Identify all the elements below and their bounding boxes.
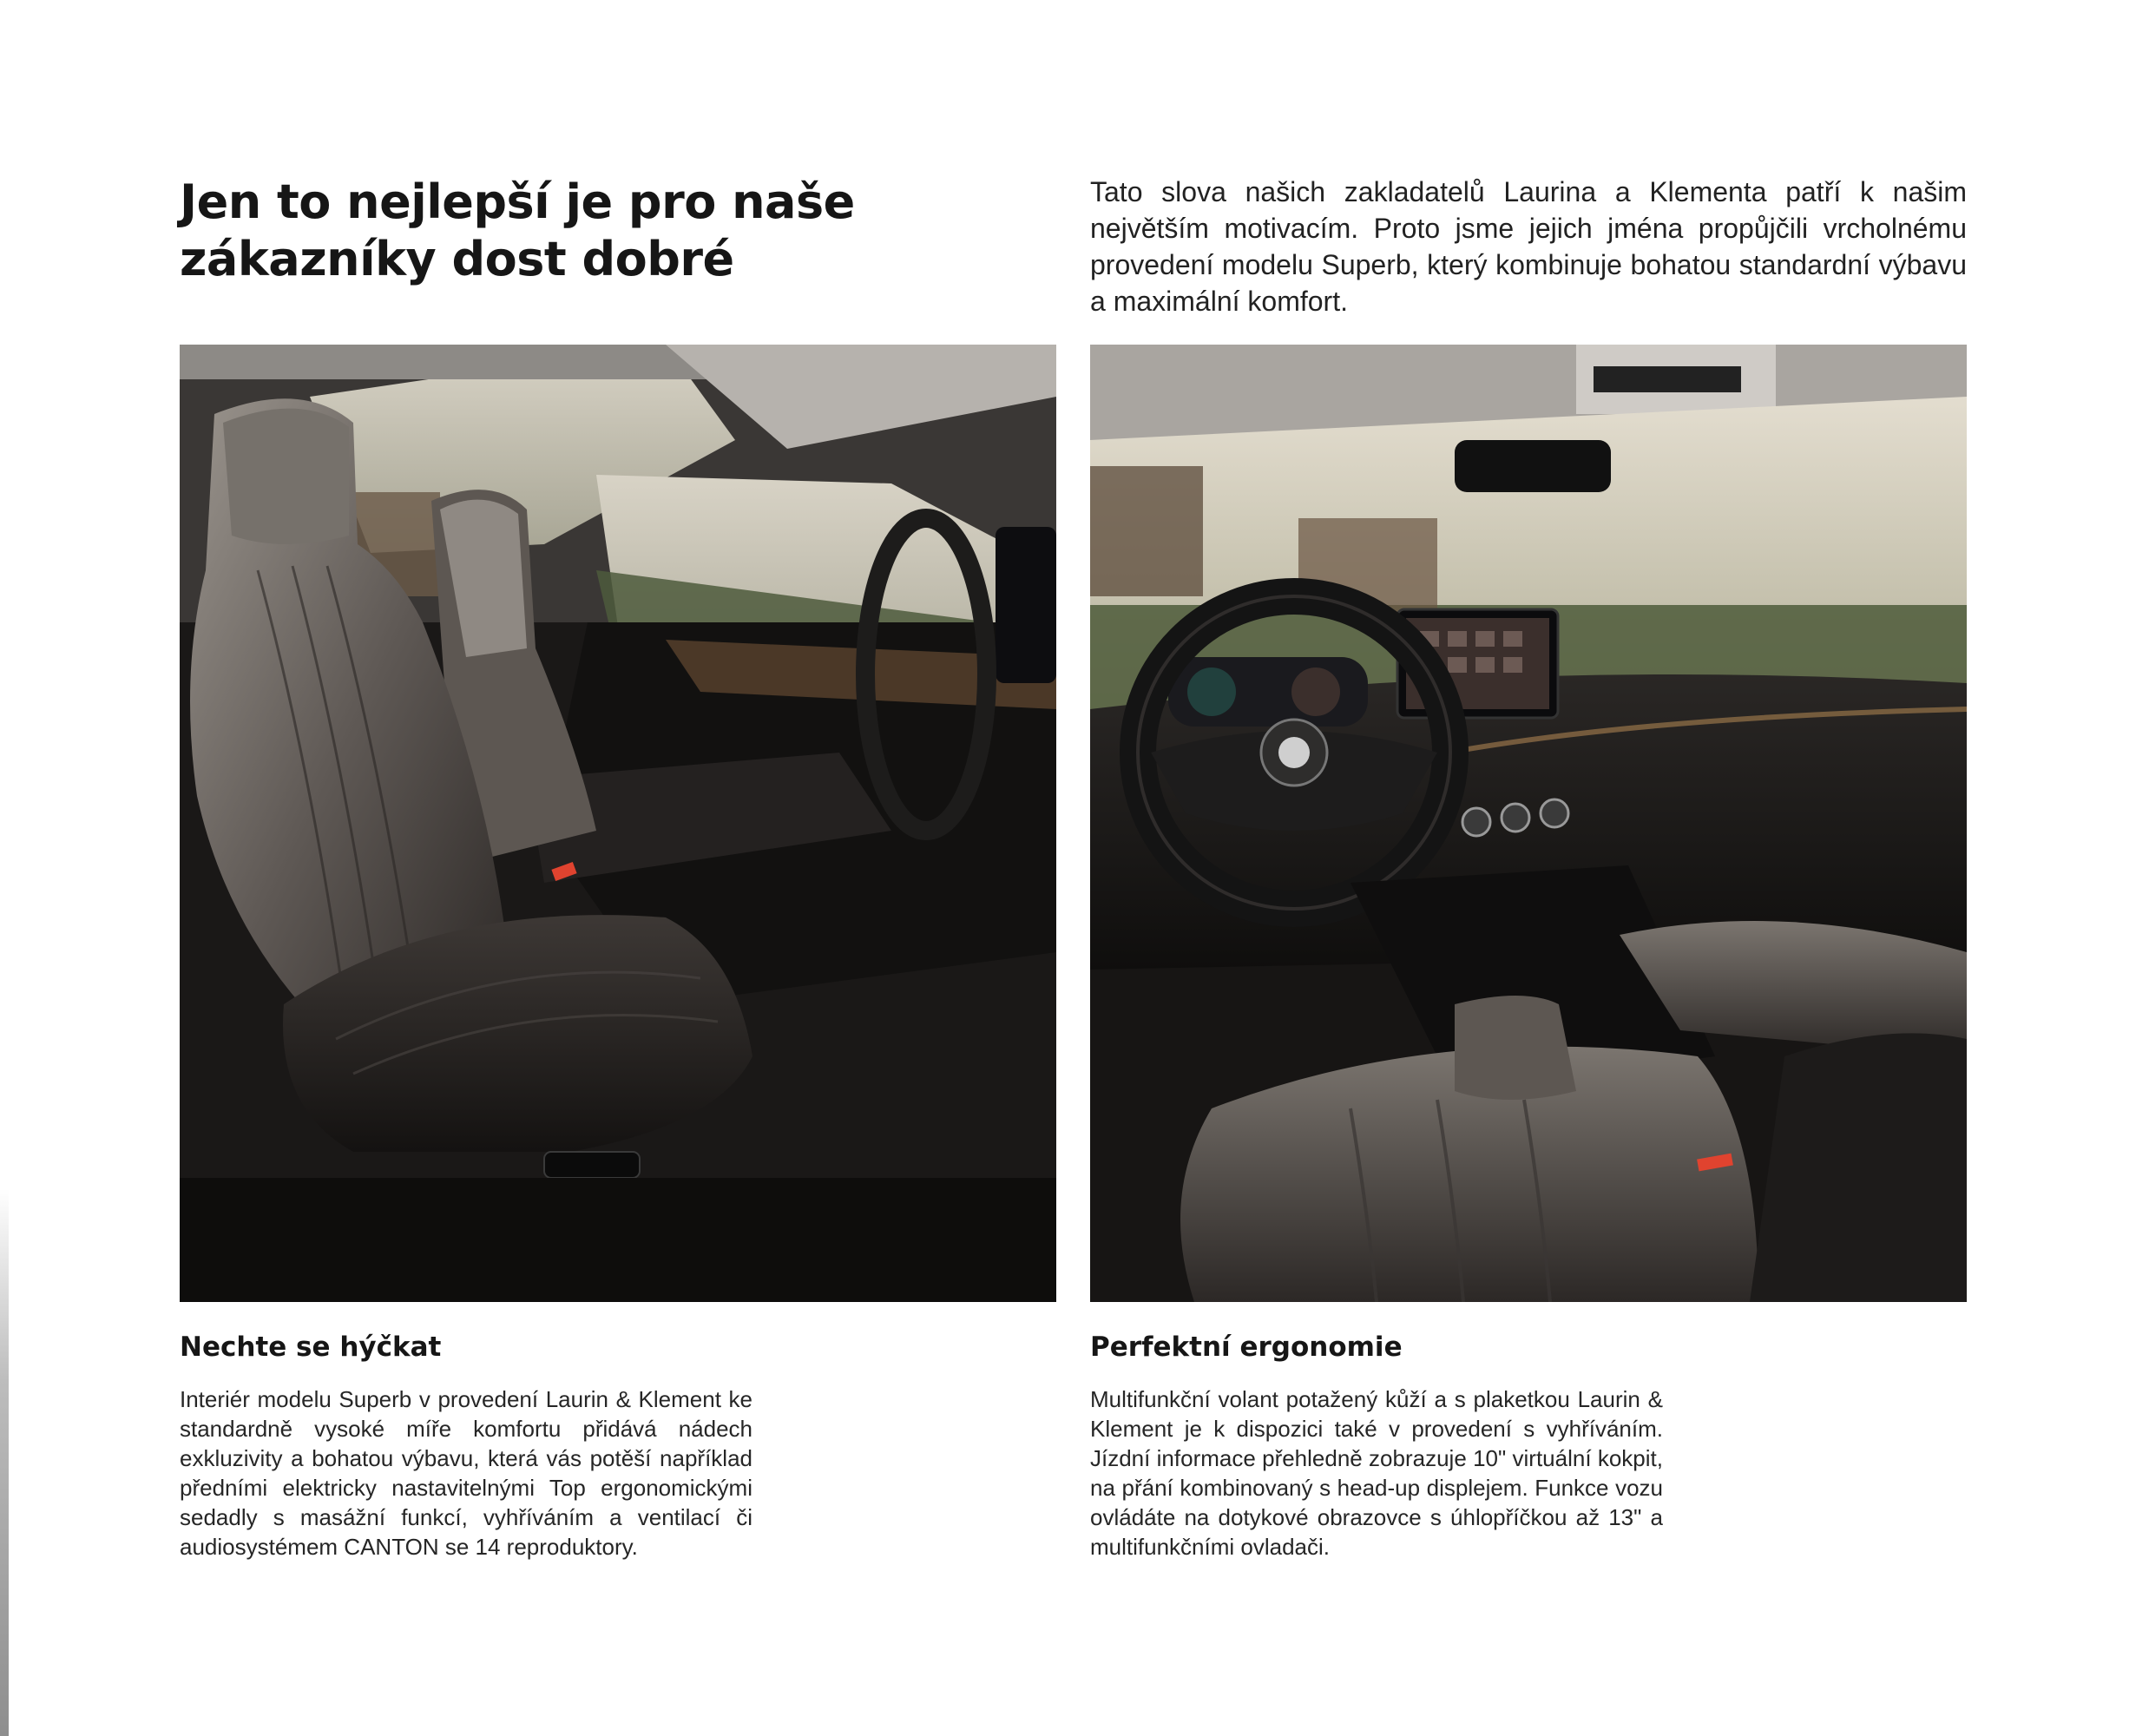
- section-body-ergonomics: Multifunkční volant potažený kůží a s plaketkou Laurin & Klement je k dispozici také v provedení s vyhříváním. Jízdní informace přehledně zobrazuje 10" virtuální kokpit, na přání kombinovaný s head-up displejem. Funkce vozu ovládáte na dotykové obrazovce s úhlopříčkou až 13" a multifunkčními ovladači.: [1090, 1386, 1663, 1560]
- page-headline: Jen to nejlepší je pro naše zákazníky dost dobré: [180, 174, 855, 286]
- section-title-ergonomics: Perfektní ergonomie: [1090, 1332, 1403, 1363]
- photo-front-seats: [180, 345, 1056, 1302]
- photo-dashboard: [1090, 345, 1967, 1302]
- page-edge-shadow: [0, 1189, 9, 1736]
- section-title-pamper: Nechte se hýčkat: [180, 1332, 442, 1363]
- section-body-pamper: Interiér modelu Superb v provedení Laurin & Klement ke standardně vysoké míře komfortu přidává nádech exkluzivity a bohatou výbavu, která vás potěší například předními elektricky nastavitelnými Top ergonomickými sedadly s masážní funkcí, vyhříváním a ventilací či audiosystémem CANTON se 14 reproduktory.: [180, 1386, 752, 1560]
- intro-paragraph: Tato slova našich zakladatelů Laurina a Klementa patří k našim největším motivacím. Proto jsme jejich jména propůjčili vrcholnému provedení modelu Superb, který kombinuje bohatou standardní výbavu a maximální komfort.: [1090, 176, 1967, 317]
